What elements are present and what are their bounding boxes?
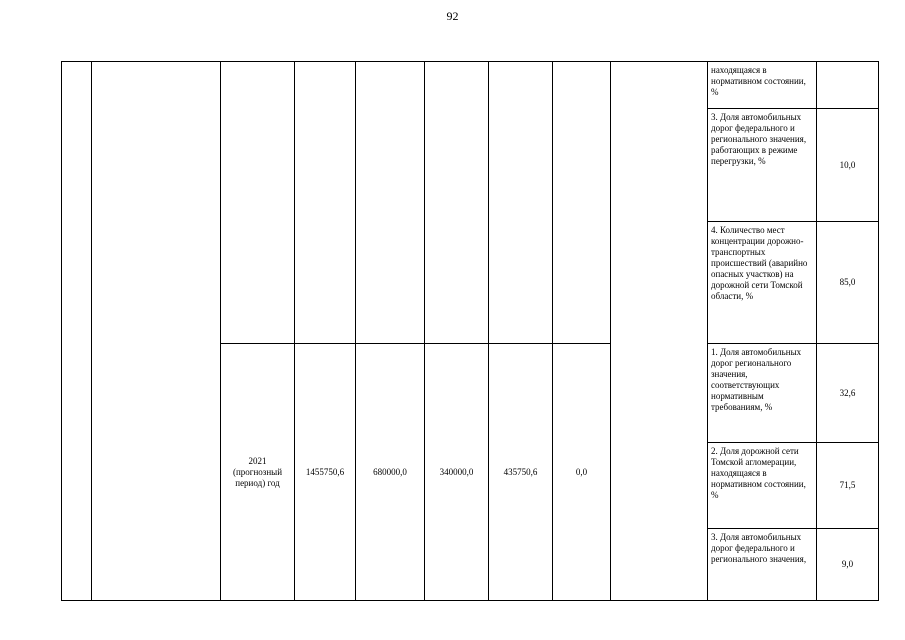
indicator-name: находящаяся в нормативном состоянии, % [708, 62, 817, 109]
indicator-value: 85,0 [817, 222, 879, 344]
local-cell-prev [489, 62, 553, 344]
indicator-value: 9,0 [817, 529, 879, 601]
regional-cell: 340000,0 [425, 344, 489, 601]
indicator-name: 3. Доля автомобильных дорог федерального и регионального значения, работающих в режиме перегрузки, % [708, 109, 817, 222]
regional-cell-prev [425, 62, 489, 344]
program-name-cell [92, 62, 221, 601]
row-number-cell [62, 62, 92, 601]
indicator-name: 4. Количество мест концентрации дорожно-транспортных происшествий (аварийно опасных участков) на дорожной сети Томской области, % [708, 222, 817, 344]
indicator-name: 3. Доля автомобильных дорог федерального и регионального значения, [708, 529, 817, 601]
indicator-value [817, 62, 879, 109]
total-cell-prev [295, 62, 356, 344]
total-cell: 1455750,6 [295, 344, 356, 601]
indicator-name: 1. Доля автомобильных дорог регионального значения, соответствующих нормативным требованиям, % [708, 344, 817, 443]
indicator-value: 10,0 [817, 109, 879, 222]
indicator-name: 2. Доля дорожной сети Томской агломерации, находящаяся в нормативном состоянии, % [708, 443, 817, 529]
indicator-value: 32,6 [817, 344, 879, 443]
indicator-value: 71,5 [817, 443, 879, 529]
executor-cell [611, 62, 708, 601]
other-cell: 0,0 [553, 344, 611, 601]
federal-cell: 680000,0 [356, 344, 425, 601]
other-cell-prev [553, 62, 611, 344]
period-cell: 2021 (прогнозный период) год [221, 344, 295, 601]
budget-table [61, 61, 879, 601]
local-cell: 435750,6 [489, 344, 553, 601]
federal-cell-prev [356, 62, 425, 344]
page-number: 92 [446, 9, 459, 23]
table-row [62, 62, 879, 109]
period-cell-prev [221, 62, 295, 344]
